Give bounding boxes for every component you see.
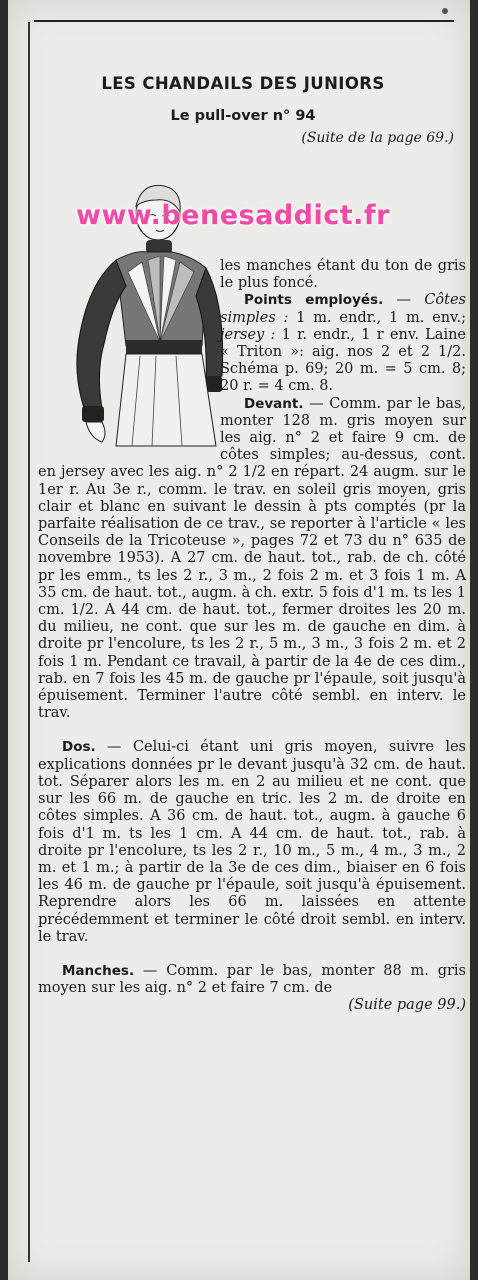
- manches-text: Comm. par le bas, monter 88 m. gris moyen sur les aig. n° 2 et faire 7 cm. de: [38, 962, 466, 997]
- intro-paragraph: les manches étant du ton de gris le plus foncé.: [220, 258, 466, 292]
- cotes-text: 1 m. endr., 1 m. env.;: [296, 309, 467, 326]
- cotes-label: Côtes simples :: [220, 292, 466, 326]
- article-title: LES CHANDAILS DES JUNIORS: [101, 74, 385, 93]
- points-heading: Points employés.: [244, 292, 384, 309]
- top-rule: [34, 20, 454, 22]
- watermark-text: www.benesaddict.fr: [76, 200, 390, 231]
- article-subtitle: Le pull-over n° 94: [170, 108, 316, 124]
- dos-heading: Dos.: [62, 739, 96, 756]
- dash: —: [303, 395, 330, 412]
- article-body: [38, 258, 466, 1015]
- devant-heading: Devant.: [244, 395, 304, 412]
- magazine-page: [8, 0, 470, 1280]
- dash: —: [134, 962, 167, 979]
- continued-to-note: (Suite page 99.): [348, 997, 466, 1014]
- jersey-label: jersey :: [220, 326, 276, 343]
- manches-heading: Manches.: [62, 962, 135, 979]
- jersey-text: 1 r. endr., 1 r env. Laine « Triton »: aig. nos 2 et 2 1/2. Schéma p. 69; 20 m. = 5 cm. 8; 20 r. = 4 cm. 8.: [220, 326, 467, 395]
- column-rule: [28, 22, 30, 1262]
- dos-paragraph: [38, 739, 466, 945]
- continued-from-note: (Suite de la page 69.): [301, 130, 454, 146]
- manches-paragraph: [38, 963, 466, 997]
- page-hole: [442, 8, 448, 14]
- illustration-spacer: [38, 258, 220, 458]
- dash: —: [95, 739, 133, 756]
- dos-text: Celui-ci étant uni gris moyen, suivre les explications données pr le devant jusqu'à 32 cm. de haut. tot. Séparer alors les m. en 2 au milieu et ne cont. que sur les 66 m. de gauche en tric. les 2 m. de droite en côtes simples. A 36 cm. de haut. tot., augm. à gauche 6 fois d'1 m. ts les 1 cm. A 44 cm. de haut. tot., rab. à droite pr l'encolure, ts les 2 r., 10 m., 5 m., 4 m., 3 m., 2 m. et 1 m.; à partir de la 3e de ces dim., biaiser en 6 fois les 46 m. de gauche pr l'épaule, soit jusqu'à épuisement. Reprendre alors les 66 m. laissées en attente précédemment et terminer le côté droit sembl. en interv. le trav.: [38, 739, 466, 945]
- devant-text: Comm. par le bas, monter 128 m. gris moyen sur les aig. n° 2 et faire 9 cm. de côtes simples; au-dessus, cont. en jersey avec les aig. n° 2 1/2 en répart. 24 augm. sur le 1er r. Au 3e r., comm. le trav. en soleil gris moyen, gris clair et blanc en suivant le dessin à pts comptés (pr la parfaite réalisation de ce trav., se reporter à l'article « les Conseils de la Tricoteuse », pages 72 et 73 du n° 635 de novembre 1953). A 27 cm. de haut. tot., rab. de ch. côté pr les emm., ts les 2 r., 3 m., 2 fois 2 m. et 3 fois 1 m. A 35 cm. de haut. tot., augm. à ch. extr. 5 fois d'1 m. ts les 1 cm. 1/2. A 44 cm. de haut. tot., fermer droites les 20 m. du milieu, ne cont. que sur les m. de gauche en dim. à droite pr l'encolure, ts les 2 r., 5 m., 3 m., 3 fois 2 m. et 2 fois 1 m. Pendant ce travail, à partir de la 4e de ces dim., rab. en 7 fois les 45 m. de gauche pr l'épaule, soit jusqu'à épuisement. Terminer l'autre côté sembl. en interv. le trav.: [38, 395, 466, 722]
- dash: —: [383, 292, 425, 309]
